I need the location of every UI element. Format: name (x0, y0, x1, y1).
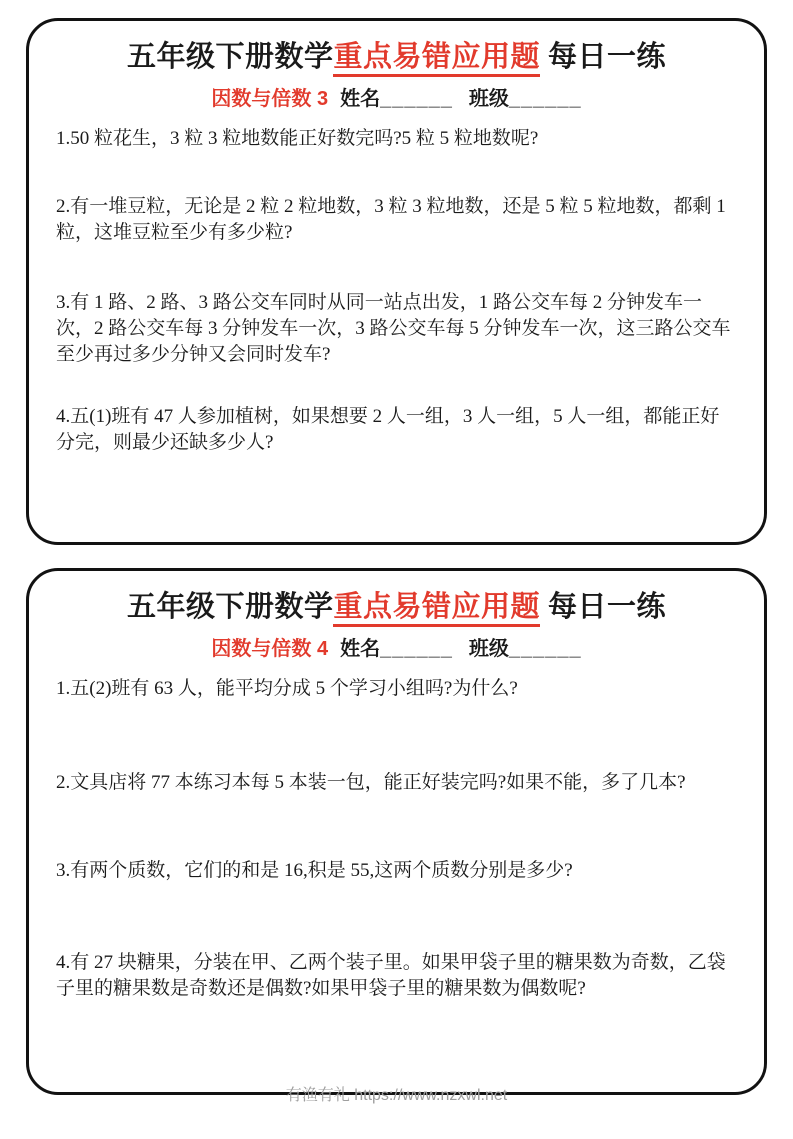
worksheet-card-2 (26, 568, 767, 1095)
title-suffix: 每日一练 (548, 591, 667, 623)
topic-label: 因数与倍数 4 (211, 638, 329, 661)
question-list (56, 126, 737, 456)
class-label: 班级 (468, 88, 509, 111)
name-blank-line: ______ (380, 88, 453, 111)
title-prefix: 五年级下册数学 (126, 41, 334, 73)
worksheet-subtitle (56, 632, 737, 661)
question-text: 4.有 27 块糖果，分装在甲、乙两个装子里。如果甲袋子里的糖果数为奇数，乙袋子里的糖果数是奇数还是偶数?如果甲袋子里的糖果数为偶数呢? (56, 952, 726, 1000)
worksheet-title (56, 589, 737, 625)
title-prefix: 五年级下册数学 (126, 591, 334, 623)
title-suffix: 每日一练 (548, 41, 667, 73)
question-text: 4.五(1)班有 47 人参加植树，如果想要 2 人一组，3 人一组，5 人一组，都能正好分完，则最少还缺多少人? (56, 406, 720, 454)
question-text: 1.五(2)班有 63 人，能平均分成 5 个学习小组吗?为什么? (56, 678, 518, 700)
name-label: 姓名 (340, 638, 381, 661)
question-list (56, 676, 737, 1002)
name-label: 姓名 (340, 88, 381, 111)
class-blank-line: ______ (508, 638, 582, 661)
worksheet-subtitle (56, 82, 737, 111)
question-text: 2.有一堆豆粒，无论是 2 粒 2 粒地数，3 粒 3 粒地数，还是 5 粒 5 粒地数，都剩 1 粒，这堆豆粒至少有多少粒? (56, 196, 726, 244)
topic-label: 因数与倍数 3 (211, 88, 329, 111)
question-text: 2.文具店将 77 本练习本每 5 本装一包，能正好装完吗?如果不能，多了几本? (56, 772, 686, 794)
watermark: 有渔有礼 https://www.nzxwl.net (285, 1087, 508, 1104)
question-text: 1.50 粒花生，3 粒 3 粒地数能正好数完吗?5 粒 5 粒地数呢? (56, 128, 539, 150)
worksheet-card-1 (26, 18, 767, 545)
question-text: 3.有 1 路、2 路、3 路公交车同时从同一站点出发，1 路公交车每 2 分钟发车一次，2 路公交车每 3 分钟发车一次，3 路公交车每 5 分钟发车一次，这三路公交车至少再过多少分钟又会同时发车? (56, 292, 731, 366)
title-highlight: 重点易错应用题 (333, 41, 540, 77)
class-label: 班级 (468, 638, 509, 661)
worksheet-page (0, 18, 793, 1104)
name-blank-line: ______ (380, 638, 453, 661)
title-highlight: 重点易错应用题 (333, 591, 540, 627)
worksheet-title (56, 39, 737, 75)
class-blank-line: ______ (508, 88, 582, 111)
question-text: 3.有两个质数，它们的和是 16,积是 55,这两个质数分别是多少? (56, 860, 573, 882)
